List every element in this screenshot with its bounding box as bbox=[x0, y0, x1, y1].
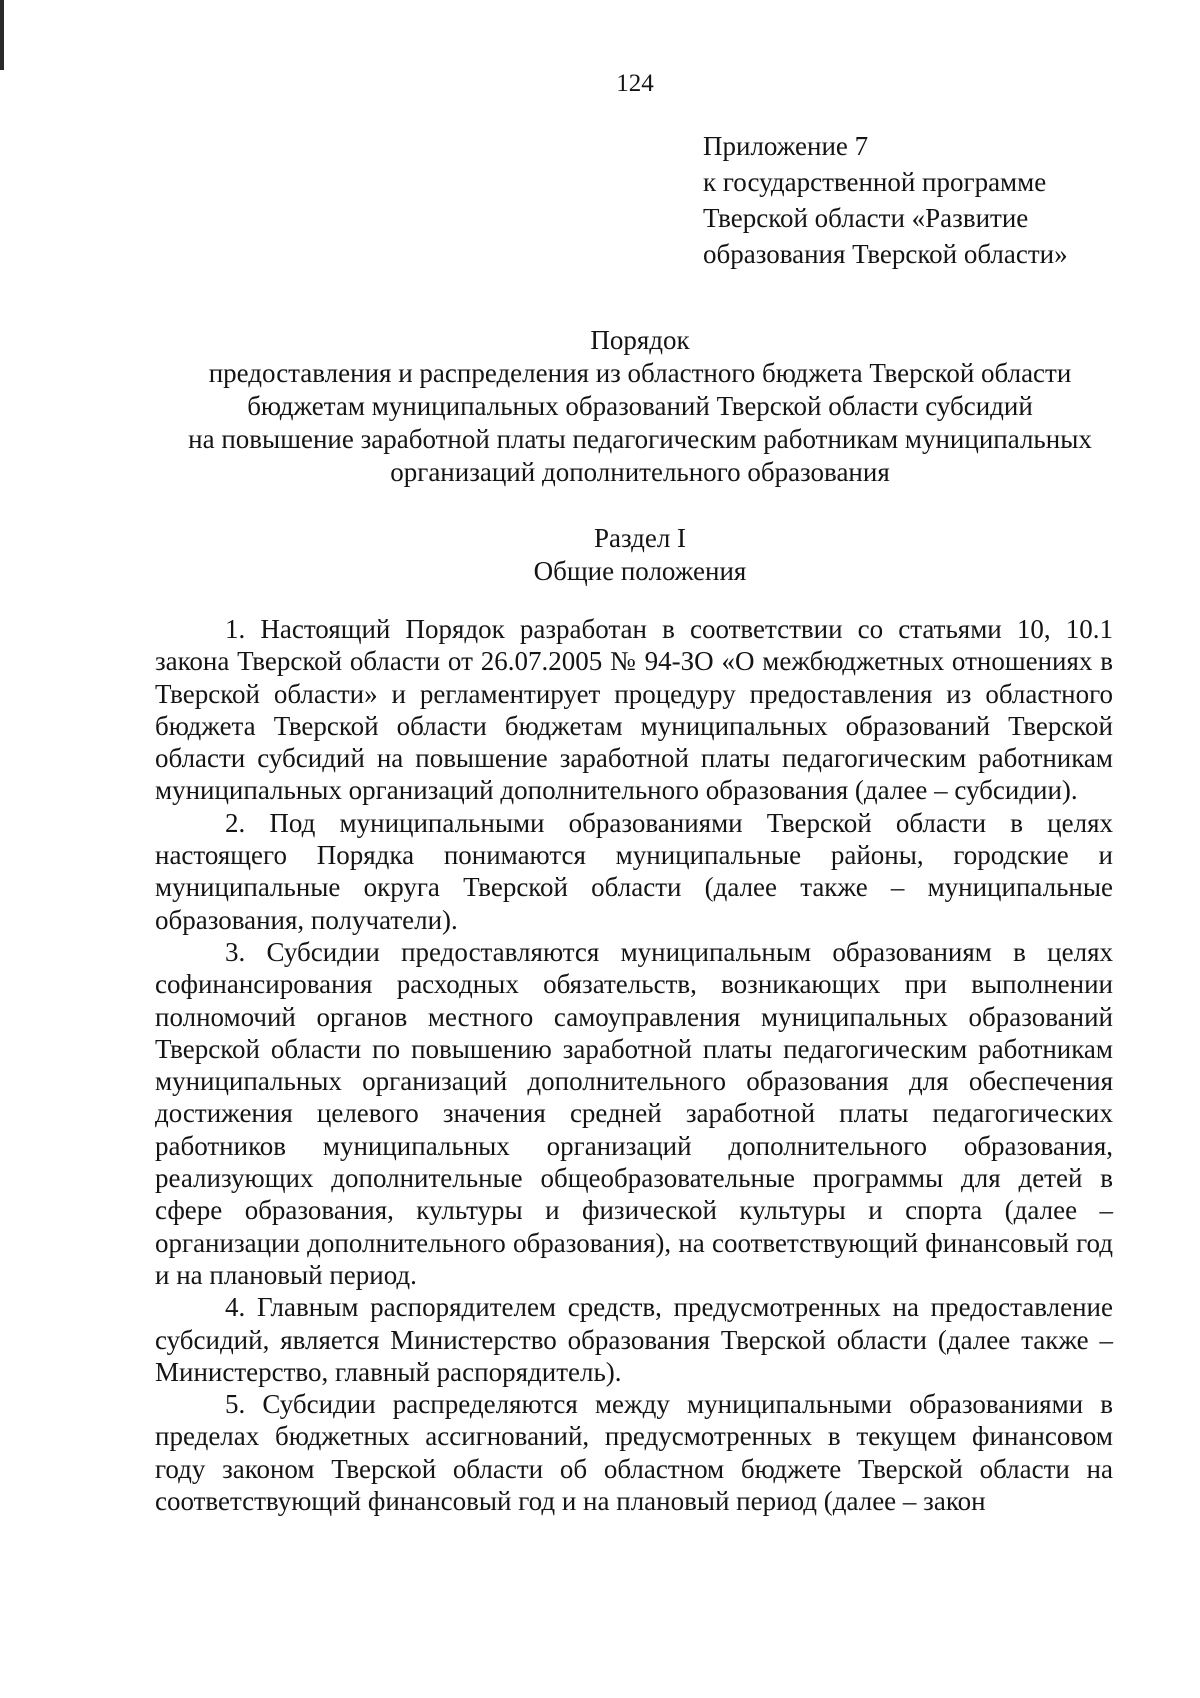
paragraph-1: 1. Настоящий Порядок разработан в соответствии со статьями 10, 10.1 закона Тверской области от 26.07.2005 № 94-ЗО «О межбюджетных отношениях в Тверской области» и регламентирует процедуру предоставления из областного бюджета Тверской области бюджетам муниципальных образований Тверской области субсидий на повышение заработной платы педагогическим работникам муниципальных организаций дополнительного образования (далее – субсидии). bbox=[155, 614, 1113, 806]
section-number: Раздел I bbox=[593, 523, 687, 553]
section-heading bbox=[150, 522, 1130, 588]
appendix-line: Тверской области «Развитие bbox=[703, 203, 1029, 233]
appendix-line: к государственной программе bbox=[703, 167, 1047, 197]
paragraph-2: 2. Под муниципальными образованиями Тверской области в целях настоящего Порядка понимаются муниципальные районы, городские и муниципальные округа Тверской области (далее также – муниципальные образования, получатели). bbox=[155, 807, 1113, 935]
appendix-line: образования Тверской области» bbox=[703, 239, 1068, 269]
title-line: бюджетам муниципальных образований Тверской области субсидий bbox=[247, 391, 1033, 421]
document-title bbox=[150, 324, 1130, 489]
body-text bbox=[155, 613, 1113, 1517]
title-line: предоставления и распределения из областного бюджета Тверской области bbox=[208, 358, 1072, 388]
paragraph-4: 4. Главным распорядителем средств, предусмотренных на предоставление субсидий, является Министерство образования Тверской области (далее также – Министерство, главный распорядитель). bbox=[155, 1292, 1113, 1387]
title-line: на повышение заработной платы педагогическим работникам муниципальных bbox=[188, 424, 1092, 454]
page-number: 124 bbox=[616, 70, 654, 97]
paragraph-3: 3. Субсидии предоставляются муниципальным образованиям в целях софинансирования расходных обязательств, возникающих при выполнении полномочий органов местного самоуправления муниципальных образований Тверской области по повышению заработной платы педагогическим работникам муниципальных организаций дополнительного образования для обеспечения достижения целевого значения средней заработной платы педагогических работников муниципальных организаций дополнительного образования, реализующих дополнительные общеобразовательные программы для детей в сфере образования, культуры и физической культуры и спорта (далее – организации дополнительного образования), на соответствующий финансовый год и на плановый период. bbox=[155, 936, 1113, 1290]
paragraph-5: 5. Субсидии распределяются между муниципальными образованиями в пределах бюджетных ассигнований, предусмотренных в текущем финансовом году законом Тверской области об областном бюджете Тверской области на соответствующий финансовый год и на плановый период (далее – закон bbox=[155, 1389, 1113, 1517]
scan-edge-mark bbox=[0, 0, 4, 70]
title-line: организаций дополнительного образования bbox=[390, 457, 890, 487]
appendix-block bbox=[703, 128, 1068, 272]
appendix-line: Приложение 7 bbox=[703, 131, 869, 161]
title-heading: Порядок bbox=[590, 325, 690, 355]
section-name: Общие положения bbox=[533, 556, 747, 586]
